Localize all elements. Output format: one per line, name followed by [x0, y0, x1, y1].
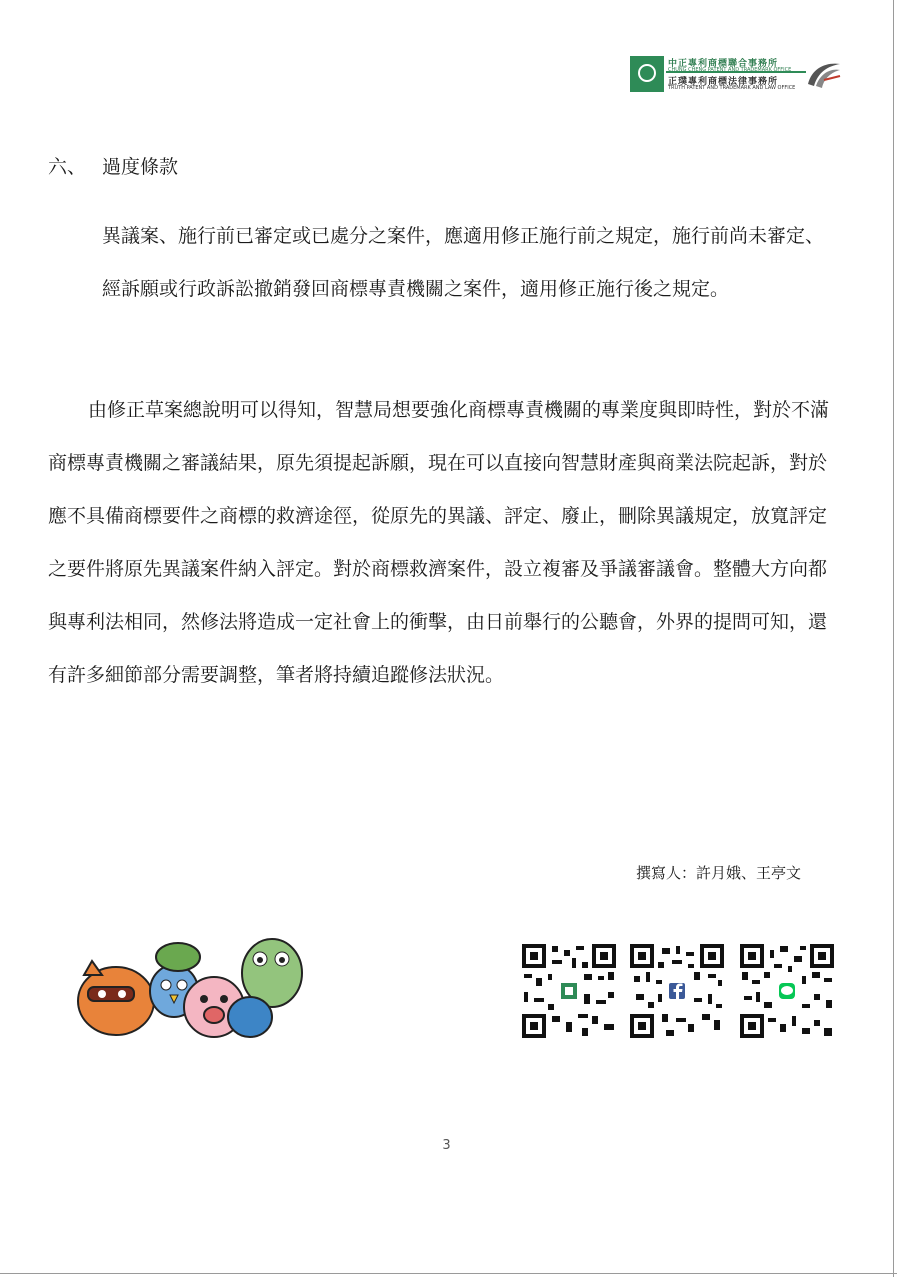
section-number: 六、	[48, 156, 87, 178]
section-body: 異議案、施行前已審定或已處分之案件，應適用修正施行前之規定，施行前尚未審定、經訴願或行政訴訟撤銷發回商標專責機關之案件，適用修正施行後之規定。	[102, 225, 825, 300]
section-heading	[48, 152, 178, 179]
firm-name-2-en: TRUTH PATENT AND TRADEMARK AND LAW OFFICE	[668, 85, 796, 91]
logo-mark	[630, 56, 664, 92]
firm-name-1: 中正專利商標聯合事務所	[668, 59, 779, 69]
page-edge-right	[893, 0, 894, 1277]
qr-code-line[interactable]	[740, 944, 834, 1038]
firm-logo	[630, 56, 842, 92]
mascot-illustration	[74, 925, 310, 1043]
section-title: 過度條款	[102, 156, 179, 178]
qr-code-website[interactable]	[522, 944, 616, 1038]
page-edge-bottom	[0, 1273, 897, 1274]
summary-paragraph: 由修正草案總說明可以得知，智慧局想要強化商標專責機關的專業度與即時性，對於不滿商標專責機關之審議結果，原先須提起訴願，現在可以直接向智慧財產與商業法院起訴，對於應不具備商標要件之商標的救濟途徑，從原先的異議、評定、廢止，刪除異議規定，放寬評定之要件將原先異議案件納入評定。對於商標救濟案件，設立複審及爭議審議會。整體大方向都與專利法相同，然修法將造成一定社會上的衝擊，由日前舉行的公聽會，外界的提問可知，還有許多細節部分需要調整，筆者將持續追蹤修法狀況。	[48, 399, 830, 686]
author-line: 撰寫人：許月娥、王亭文	[636, 864, 802, 882]
page-number: 3	[442, 1138, 451, 1153]
qr-code-facebook[interactable]	[630, 944, 724, 1038]
swoosh-icon	[804, 58, 842, 90]
firm-name-2: 正璞專利商標法律事務所	[668, 77, 779, 87]
firm-name-1-en: CHUNG CHENG PATENT AND TRADEMARK OFFICE	[668, 67, 792, 73]
